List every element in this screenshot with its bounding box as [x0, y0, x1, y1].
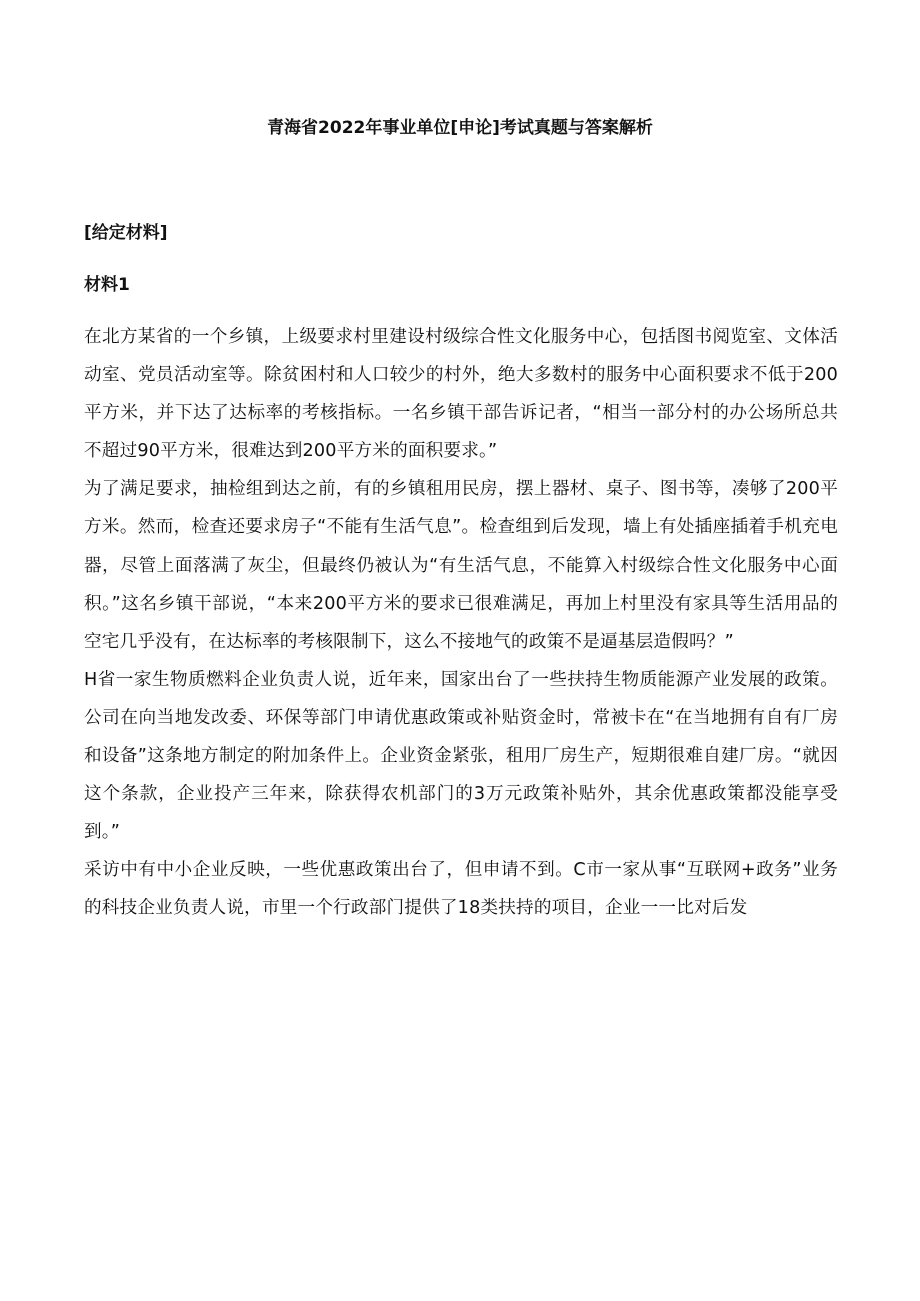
document-title: 青海省2022年事业单位[申论]考试真题与答案解析 — [267, 118, 653, 138]
paragraph: 为了满足要求，抽检组到达之前，有的乡镇租用民房，摆上器材、桌子、图书等，凑够了200平方米。然而，检查还要求房子“不能有生活气息”。检查组到后发现，墙上有处插座插着手机充电器，尽管上面落满了灰尘，但最终仍被认为“有生活气息，不能算入村级综合性文化服务中心面积。”这名乡镇干部说，“本来200平方米的要求已很难满足，再加上村里没有家具等生活用品的空宅几乎没有，在达标率的考核限制下，这么不接地气的政策不是逼基层造假吗？” — [84, 479, 838, 652]
material-body — [84, 318, 838, 928]
material-heading: 材料1 — [84, 275, 130, 295]
paragraph: 在北方某省的一个乡镇，上级要求村里建设村级综合性文化服务中心，包括图书阅览室、文体活动室、党员活动室等。除贫困村和人口较少的村外，绝大多数村的服务中心面积要求不低于200平方米，并下达了达标率的考核指标。一名乡镇干部告诉记者，“相当一部分村的办公场所总共不超过90平方米，很难达到200平方米的面积要求。” — [84, 327, 838, 462]
paragraph: H省一家生物质燃料企业负责人说，近年来，国家出台了一些扶持生物质能源产业发展的政策。公司在向当地发改委、环保等部门申请优惠政策或补贴资金时，常被卡在“在当地拥有自有厂房和设备”这条地方制定的附加条件上。企业资金紧张，租用厂房生产，短期很难自建厂房。“就因这个条款，企业投产三年来，除获得农机部门的3万元政策补贴外，其余优惠政策都没能享受到。” — [84, 669, 838, 843]
paragraph: 采访中有中小企业反映，一些优惠政策出台了，但申请不到。C市一家从事“互联网+政务”业务的科技企业负责人说，市里一个行政部门提供了18类扶持的项目，企业一一比对后发 — [84, 860, 838, 919]
section-heading: [给定材料] — [84, 223, 168, 243]
